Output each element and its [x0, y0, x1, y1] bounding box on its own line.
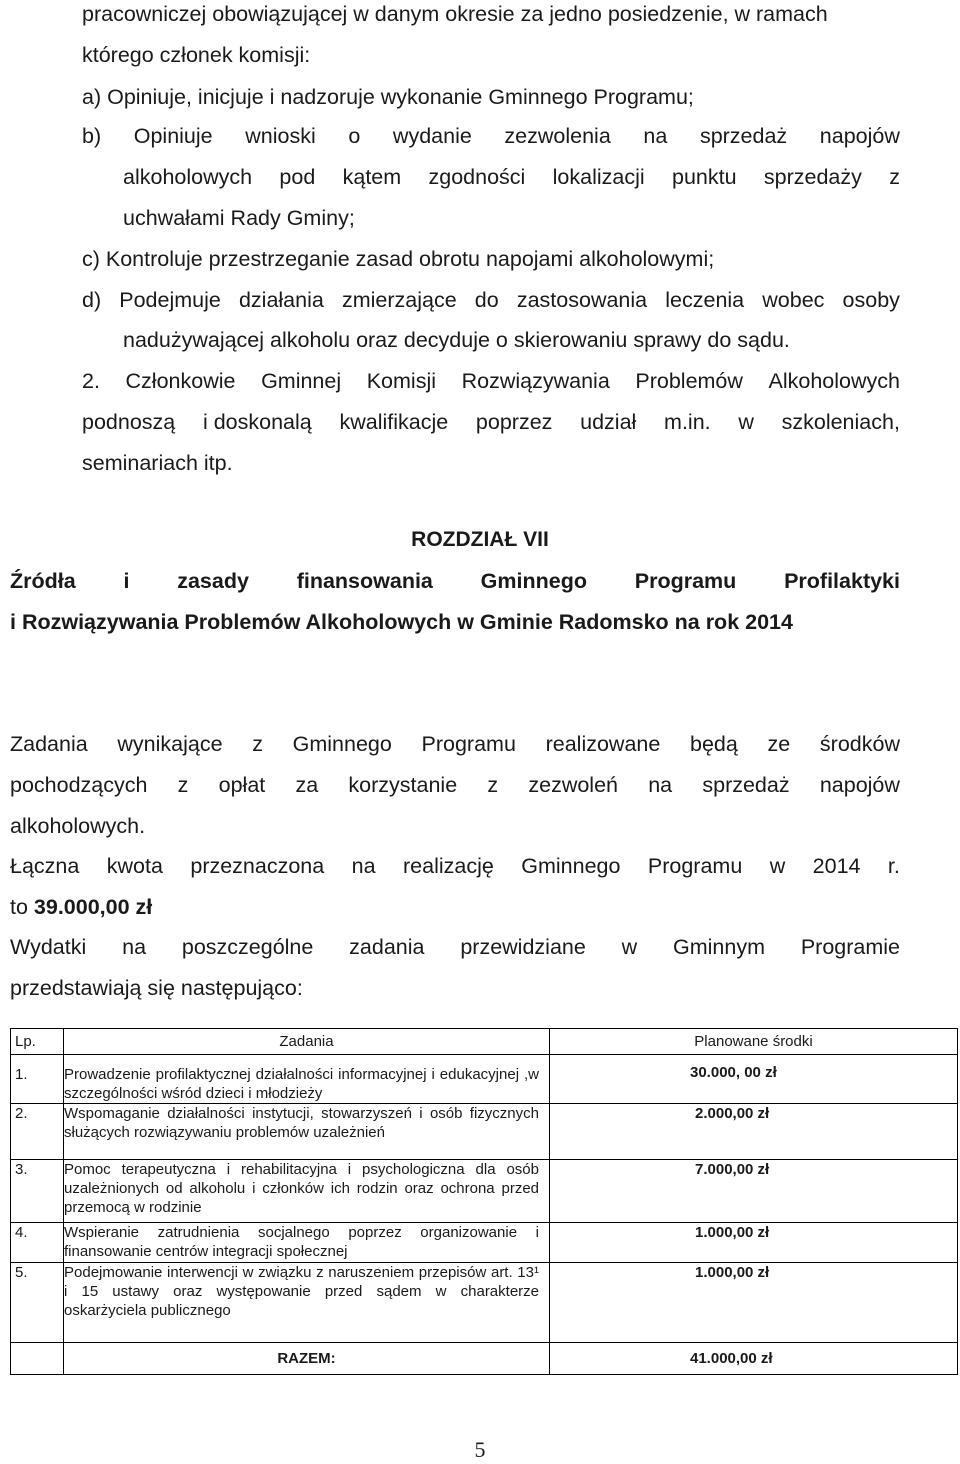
word: 2.: [82, 369, 100, 393]
word: zgodności: [428, 165, 526, 189]
word: w: [621, 935, 638, 959]
word: realizację: [403, 854, 494, 878]
word: zmierzające: [341, 288, 457, 312]
word: kwota: [106, 854, 163, 878]
funding-table: [10, 1028, 958, 1375]
word: ze: [767, 732, 791, 756]
p2-line-1: [10, 853, 900, 879]
total-lp-empty: [11, 1343, 64, 1375]
word: przeznaczona: [190, 854, 325, 878]
table-row: [11, 1104, 958, 1160]
table-row: [11, 1223, 958, 1263]
row-lp: 2.: [11, 1104, 64, 1160]
word: opłat: [218, 773, 266, 797]
word: Programu: [634, 569, 737, 593]
word: wydanie: [392, 124, 472, 148]
word: za: [295, 773, 319, 797]
row-task: Podejmowanie interwencji w związku z naruszeniem przepisów art. 13¹ i 15 ustawy oraz występowanie przed sądem w charakterze oskarżyciela publicznego: [64, 1263, 550, 1343]
row-lp: 3.: [11, 1160, 64, 1223]
word: alkoholowych: [123, 165, 253, 189]
word: napojów: [819, 773, 900, 797]
header-task: Zadania: [64, 1029, 550, 1055]
word: korzystanie: [348, 773, 458, 797]
row-amount: 1.000,00 zł: [550, 1223, 958, 1263]
word: Członkowie: [125, 369, 236, 393]
chapter-title-line-1: [10, 568, 900, 594]
item-b-line-1: [82, 123, 900, 149]
word: Łączna: [10, 854, 80, 878]
page-number: 5: [474, 1437, 486, 1462]
row-task: Wspieranie zatrudnienia socjalnego poprzez organizowanie i finansowanie centrów integracji społecznej: [64, 1223, 550, 1263]
point-2-line-3: seminariach itp.: [82, 451, 233, 475]
row-task: Wspomaganie działalności instytucji, stowarzyszeń i osób fizycznych służących rozwiązywaniu problemów uzależnień: [64, 1104, 550, 1160]
word: poszczególne: [181, 935, 314, 959]
word: r.: [887, 854, 900, 878]
intro-line-2: którego członek komisji:: [82, 43, 311, 67]
total-amount: 41.000,00 zł: [550, 1343, 958, 1375]
intro-line-1: pracowniczej obowiązującej w danym okresie za jedno posiedzenie, w ramach: [82, 2, 828, 26]
word: Źródła: [10, 569, 76, 593]
item-d-line-1: [82, 287, 900, 313]
row-amount: 7.000,00 zł: [550, 1160, 958, 1223]
p1-line-1: [10, 731, 900, 757]
word: Rozwiązywania: [461, 369, 610, 393]
header-amount: Planowane środki: [550, 1029, 958, 1055]
word: do: [474, 288, 499, 312]
word: na: [648, 773, 673, 797]
row-lp: 4.: [11, 1223, 64, 1263]
word: wynikające: [117, 732, 223, 756]
word: o: [348, 124, 361, 148]
p1-line-2: [10, 772, 900, 798]
word: Profilaktyki: [784, 569, 900, 593]
item-c: c) Kontroluje przestrzeganie zasad obrotu napojami alkoholowymi;: [82, 247, 715, 271]
word: z: [252, 732, 263, 756]
point-2-line-1: [82, 368, 900, 394]
word: Programie: [800, 935, 900, 959]
word: zadania: [349, 935, 425, 959]
word: realizowane: [545, 732, 661, 756]
word: kątem: [342, 165, 402, 189]
total-amount-inline: 39.000,00 zł: [33, 895, 153, 919]
word: Gminnego: [521, 854, 621, 878]
word: finansowania: [296, 569, 433, 593]
word: zasady: [177, 569, 249, 593]
word: z: [889, 165, 900, 189]
word: Podejmuje: [119, 288, 221, 312]
word: lokalizacji: [552, 165, 645, 189]
word: 2014: [812, 854, 861, 878]
p2-line-2: to 39.000,00 zł: [10, 895, 153, 919]
word: m.in.: [664, 410, 711, 434]
word: Problemów: [635, 369, 743, 393]
item-d-line-2: nadużywającej alkoholu oraz decyduje o skierowaniu sprawy do sądu.: [123, 328, 790, 352]
word: wnioski: [245, 124, 316, 148]
p3-line-2: przedstawiają się następująco:: [10, 976, 303, 1000]
word: pochodzących: [10, 773, 148, 797]
word: sprzedaż: [702, 773, 790, 797]
item-a: a) Opiniuje, inicjuje i nadzoruje wykonanie Gminnego Programu;: [82, 85, 694, 109]
word: punktu: [672, 165, 737, 189]
word: Komisji: [366, 369, 437, 393]
word: zezwoleń: [528, 773, 618, 797]
table-row: [11, 1055, 958, 1104]
word: poprzez: [475, 410, 553, 434]
word: zastosowania: [516, 288, 648, 312]
word: Zadania: [10, 732, 88, 756]
table-row: [11, 1160, 958, 1223]
word: na: [351, 854, 376, 878]
word: przewidziane: [460, 935, 586, 959]
word: Programu: [647, 854, 743, 878]
row-task: Prowadzenie profilaktycznej działalności informacyjnej i edukacyjnej ,w szczególności wśród dzieci i młodzieży: [64, 1055, 550, 1104]
p3-line-1: [10, 934, 900, 960]
table-row: [11, 1263, 958, 1343]
word: Wydatki: [10, 935, 87, 959]
word: b): [82, 124, 102, 148]
word: Gminnego: [292, 732, 392, 756]
word: kwalifikacje: [339, 410, 449, 434]
word: d): [82, 288, 102, 312]
total-label: RAZEM:: [64, 1343, 550, 1375]
word: Gminnym: [673, 935, 765, 959]
point-2-line-2: [82, 409, 900, 435]
word: na: [122, 935, 147, 959]
word: środków: [819, 732, 900, 756]
word: szkoleniach,: [781, 410, 900, 434]
table-total-row: [11, 1343, 958, 1375]
p1-line-3: alkoholowych.: [10, 814, 146, 838]
item-b-line-2: [123, 164, 900, 190]
row-amount: 2.000,00 zł: [550, 1104, 958, 1160]
row-lp: 1.: [11, 1055, 64, 1104]
word: napojów: [819, 124, 900, 148]
word: i doskonalą: [202, 410, 312, 434]
word: na: [643, 124, 668, 148]
word: osoby: [842, 288, 900, 312]
chapter-number: ROZDZIAŁ VII: [411, 528, 549, 551]
header-lp: Lp.: [11, 1029, 64, 1055]
word: z: [487, 773, 499, 797]
word: wobec: [762, 288, 825, 312]
word: będą: [690, 732, 738, 756]
word: Opiniuje: [133, 124, 213, 148]
row-amount: 1.000,00 zł: [550, 1263, 958, 1343]
word: zezwolenia: [504, 124, 611, 148]
word: Alkoholowych: [768, 369, 900, 393]
word: leczenia: [665, 288, 745, 312]
row-amount: 30.000, 00 zł: [550, 1055, 958, 1104]
table-header-row: [11, 1029, 958, 1055]
item-b-line-3: uchwałami Rady Gminy;: [123, 206, 355, 230]
word: w: [769, 854, 786, 878]
word: z: [177, 773, 189, 797]
word: pod: [279, 165, 316, 189]
word: i: [123, 569, 130, 593]
word: Gminnego: [480, 569, 587, 593]
word: działania: [238, 288, 324, 312]
word: Programu: [421, 732, 516, 756]
word: podnoszą: [82, 410, 176, 434]
row-task: Pomoc terapeutyczna i rehabilitacyjna i psychologiczna dla osób uzależnionych od alkoholu i członków ich rodzin oraz ochrona przed przemocą w rodzinie: [64, 1160, 550, 1223]
chapter-title-line-2: i Rozwiązywania Problemów Alkoholowych w Gminie Radomsko na rok 2014: [10, 610, 793, 634]
word: sprzedaży: [763, 165, 862, 189]
row-lp: 5.: [11, 1263, 64, 1343]
word: w: [738, 410, 754, 434]
word: sprzedaż: [699, 124, 788, 148]
word: udział: [580, 410, 637, 434]
word: Gminnej: [261, 369, 342, 393]
